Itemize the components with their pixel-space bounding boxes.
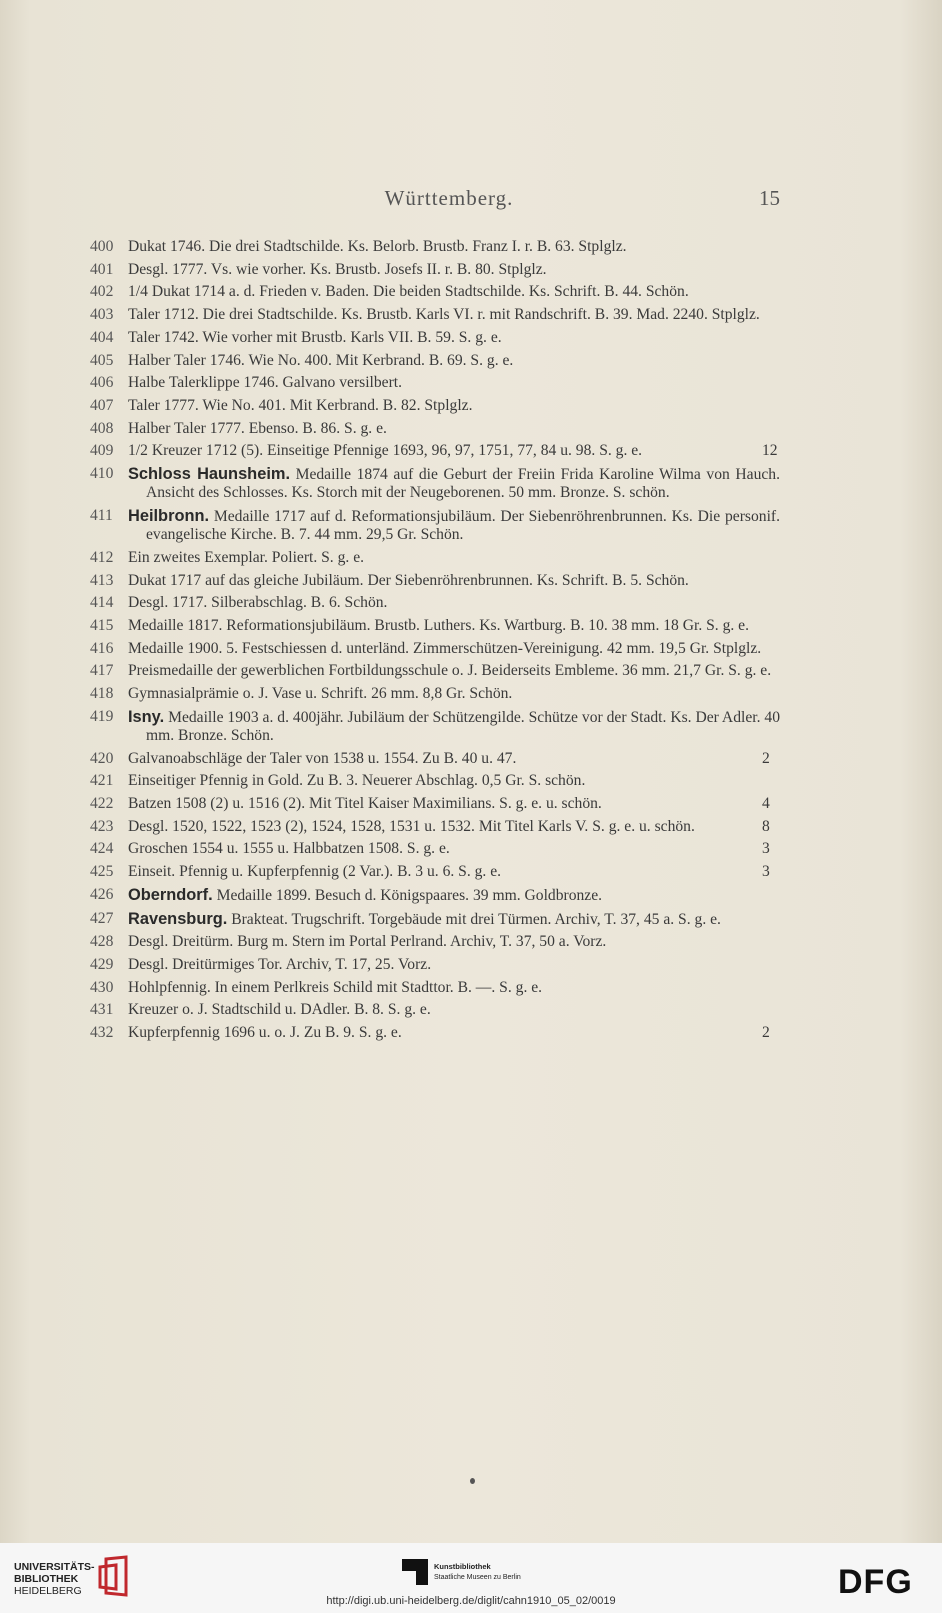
- dfg-logo[interactable]: DFG: [838, 1563, 913, 1601]
- entry-description: Einseitiger Pfennig in Gold. Zu B. 3. Neuerer Abschlag. 0,5 Gr. S. schön.: [128, 772, 586, 790]
- entry-description: Preismedaille der gewerblichen Fortbildungsschule o. J. Beiderseits Embleme. 36 mm. 21,7 Gr. S. g. e.: [128, 662, 772, 680]
- catalog-entry: [90, 662, 780, 680]
- entry-description: Groschen 1554 u. 1555 u. Halbbatzen 1508. S. g. e.: [128, 840, 450, 858]
- catalog-entry: [90, 979, 780, 997]
- entry-description: Kupferpfennig 1696 u. o. J. Zu B. 9. S. g. e.: [128, 1024, 402, 1042]
- entry-description: Galvanoabschläge der Taler von 1538 u. 1554. Zu B. 40 u. 47.: [128, 749, 517, 767]
- entry-description: Halber Taler 1746. Wie No. 400. Mit Kerbrand. B. 69. S. g. e.: [128, 351, 514, 369]
- catalog-entry: [90, 442, 780, 460]
- catalog-entry: [90, 283, 780, 301]
- entry-description: Desgl. 1777. Vs. wie vorher. Ks. Brustb. Josefs II. r. B. 80. Stplglz.: [128, 260, 547, 278]
- entry-number: 406: [90, 374, 114, 392]
- catalog-entry: [90, 685, 780, 703]
- entry-number: 425: [90, 863, 114, 881]
- entry-description: 1/2 Kreuzer 1712 (5). Einseitige Pfennige 1693, 96, 97, 1751, 77, 84 u. 98. S. g. e.: [128, 442, 643, 460]
- catalog-entry: [90, 750, 780, 768]
- entry-number: 432: [90, 1024, 114, 1042]
- footer-bar: [0, 1543, 942, 1613]
- catalog-entry: [90, 507, 780, 544]
- entry-description: Desgl. 1717. Silberabschlag. B. 6. Schön.: [128, 594, 388, 612]
- ub-heidelberg-logo-icon: [96, 1555, 130, 1597]
- entry-description: Taler 1742. Wie vorher mit Brustb. Karls VII. B. 59. S. g. e.: [128, 328, 502, 346]
- catalog-entry: [90, 374, 780, 392]
- entry-number: 413: [90, 571, 114, 589]
- entry-description: Taler 1712. Die drei Stadtschilde. Ks. Brustb. Karls VI. r. mit Randschrift. B. 39. Mad. 2240. Stplglz.: [128, 306, 760, 324]
- catalog-entry: [90, 352, 780, 370]
- entry-description: Gymnasialprämie o. J. Vase u. Schrift. 26 mm. 8,8 Gr. Schön.: [128, 685, 513, 703]
- page-title: Württemberg.: [384, 186, 514, 210]
- catalog-entry: [90, 594, 780, 612]
- entry-number: 414: [90, 594, 114, 612]
- entry-place-heading: Schloss Haunsheim.: [128, 465, 290, 484]
- entry-lot-count: 8: [762, 817, 770, 835]
- entry-number: 410: [90, 465, 114, 483]
- entry-description: Brakteat. Trugschrift. Torgebäude mit drei Türmen. Archiv, T. 37, 45 a. S. g. e.: [231, 910, 721, 928]
- catalog-entry: [90, 238, 780, 256]
- catalog-entry: [90, 933, 780, 951]
- entry-number: 427: [90, 909, 114, 927]
- entry-number: 404: [90, 328, 114, 346]
- entry-place-heading: Oberndorf.: [128, 885, 213, 904]
- catalog-entry: [90, 818, 780, 836]
- catalog-entries: [90, 238, 780, 1047]
- entry-number: 403: [90, 306, 114, 324]
- entry-number: 407: [90, 396, 114, 414]
- entry-description: Hohlpfennig. In einem Perlkreis Schild mit Stadttor. B. —. S. g. e.: [128, 978, 543, 996]
- catalog-entry: [90, 465, 780, 502]
- entry-description: Halber Taler 1777. Ebenso. B. 86. S. g. e.: [128, 419, 387, 437]
- entry-description: Halbe Talerklippe 1746. Galvano versilbert.: [128, 374, 403, 392]
- catalog-entry: [90, 572, 780, 590]
- entry-number: 412: [90, 548, 114, 566]
- ink-speck: [470, 1478, 475, 1484]
- entry-number: 428: [90, 933, 114, 951]
- entry-description: Ein zweites Exemplar. Poliert. S. g. e.: [128, 548, 365, 566]
- entry-lot-count: 2: [762, 1024, 770, 1042]
- ub-heidelberg-wordmark[interactable]: UNIVERSITÄTS- BIBLIOTHEK HEIDELBERG: [14, 1561, 95, 1597]
- entry-description: 1/4 Dukat 1714 a. d. Frieden v. Baden. Die beiden Stadtschilde. Ks. Schrift. B. 44. Schön.: [128, 283, 689, 301]
- entry-description: Einseit. Pfennig u. Kupferpfennig (2 Var.). B. 3 u. 6. S. g. e.: [128, 863, 502, 881]
- kunstbibliothek-name: Kunstbibliothek: [434, 1562, 491, 1571]
- catalog-entry: [90, 795, 780, 813]
- entry-number: 400: [90, 238, 114, 255]
- entry-number: 409: [90, 442, 114, 460]
- catalog-entry: [90, 956, 780, 974]
- entry-description: Desgl. Dreitürm. Burg m. Stern im Portal Perlrand. Archiv, T. 37, 50 a. Vorz.: [128, 933, 607, 951]
- entry-description: Batzen 1508 (2) u. 1516 (2). Mit Titel Kaiser Maximilians. S. g. e. u. schön.: [128, 795, 602, 813]
- catalog-entry: [90, 261, 780, 279]
- entry-number: 411: [90, 506, 113, 524]
- entry-lot-count: 4: [762, 795, 770, 813]
- entry-description: Medaille 1817. Reformationsjubiläum. Brustb. Luthers. Ks. Wartburg. B. 10. 38 mm. 18 Gr. S. g. e.: [128, 616, 750, 634]
- entry-place-heading: Ravensburg.: [128, 909, 228, 928]
- catalog-entry: [90, 886, 780, 905]
- entry-description: Medaille 1874 auf die Geburt der Freiin Frida Karoline Wilma von Hauch. Ansicht des Schlosses. Ks. Storch mit der Neugeborenen. 50 mm. Bronze. S. schön.: [146, 466, 780, 502]
- entry-description: Desgl. Dreitürmiges Tor. Archiv, T. 17, 25. Vorz.: [128, 956, 432, 973]
- entry-description: Medaille 1903 a. d. 400jähr. Jubiläum der Schützengilde. Schütze vor der Stadt. Ks. Der Adler. 40 mm. Bronze. Schön.: [146, 708, 780, 744]
- catalog-entry: [90, 863, 780, 881]
- catalog-entry: [90, 306, 780, 324]
- entry-description: Dukat 1717 auf das gleiche Jubiläum. Der Siebenröhrenbrunnen. Ks. Schrift. B. 5. Schön.: [128, 571, 689, 589]
- entry-number: 415: [90, 616, 114, 634]
- entry-description: Medaille 1899. Besuch d. Königspaares. 39 mm. Goldbronze.: [216, 886, 603, 904]
- catalog-entry: [90, 910, 780, 929]
- catalog-entry: [90, 420, 780, 438]
- entry-number: 424: [90, 840, 114, 858]
- page-number: 15: [759, 186, 780, 210]
- entry-number: 429: [90, 956, 114, 973]
- entry-number: 426: [90, 885, 114, 903]
- entry-number: 419: [90, 707, 114, 725]
- entry-number: 405: [90, 351, 114, 369]
- page-header: [118, 186, 780, 216]
- entry-number: 417: [90, 662, 114, 680]
- entry-number: 422: [90, 795, 114, 813]
- entry-place-heading: Heilbronn.: [128, 506, 210, 525]
- entry-lot-count: 12: [762, 442, 778, 460]
- permalink-url[interactable]: http://digi.ub.uni-heidelberg.de/diglit/cahn1910_05_02/0019: [326, 1595, 616, 1607]
- entry-number: 402: [90, 283, 114, 301]
- catalog-entry: [90, 397, 780, 415]
- entry-number: 401: [90, 260, 114, 278]
- catalog-entry: [90, 1024, 780, 1042]
- entry-description: Kreuzer o. J. Stadtschild u. DAdler. B. 8. S. g. e.: [128, 1001, 431, 1019]
- entry-description: Medaille 1717 auf d. Reformationsjubiläum. Der Siebenröhrenbrunnen. Ks. Die personif. evangelische Kirche. B. 7. 44 mm. 29,5 Gr. Schön.: [146, 507, 780, 544]
- entry-description: Medaille 1900. 5. Festschiessen d. unterländ. Zimmerschützen-Vereinigung. 42 mm. 19,5 Gr. Stplglz.: [128, 639, 762, 657]
- entry-number: 418: [90, 685, 114, 703]
- catalog-entry: [90, 840, 780, 858]
- entry-description: Dukat 1746. Die drei Stadtschilde. Ks. Belorb. Brustb. Franz I. r. B. 63. Stplglz.: [128, 238, 627, 255]
- entry-number: 430: [90, 978, 114, 996]
- entry-lot-count: 3: [762, 863, 770, 881]
- entry-lot-count: 2: [762, 749, 770, 767]
- entry-number: 421: [90, 772, 114, 790]
- entry-number: 420: [90, 749, 114, 767]
- entry-number: 416: [90, 639, 114, 657]
- catalog-entry: [90, 1001, 780, 1019]
- catalog-entry: [90, 772, 780, 790]
- entry-place-heading: Isny.: [128, 707, 165, 726]
- kunstbibliothek-emblem-icon: [402, 1559, 428, 1585]
- catalog-entry: [90, 549, 780, 567]
- kunstbibliothek-subtitle: Staatliche Museen zu Berlin: [434, 1574, 521, 1581]
- catalog-entry: [90, 708, 780, 745]
- entry-number: 431: [90, 1001, 114, 1019]
- entry-description: Taler 1777. Wie No. 401. Mit Kerbrand. B. 82. Stplglz.: [128, 396, 473, 414]
- catalog-entry: [90, 640, 780, 658]
- entry-description: Desgl. 1520, 1522, 1523 (2), 1524, 1528, 1531 u. 1532. Mit Titel Karls V. S. g. e. u. schön.: [128, 817, 695, 835]
- entry-number: 423: [90, 817, 114, 835]
- entry-number: 408: [90, 419, 114, 437]
- entry-lot-count: 3: [762, 840, 770, 858]
- catalog-entry: [90, 329, 780, 347]
- catalog-entry: [90, 617, 780, 635]
